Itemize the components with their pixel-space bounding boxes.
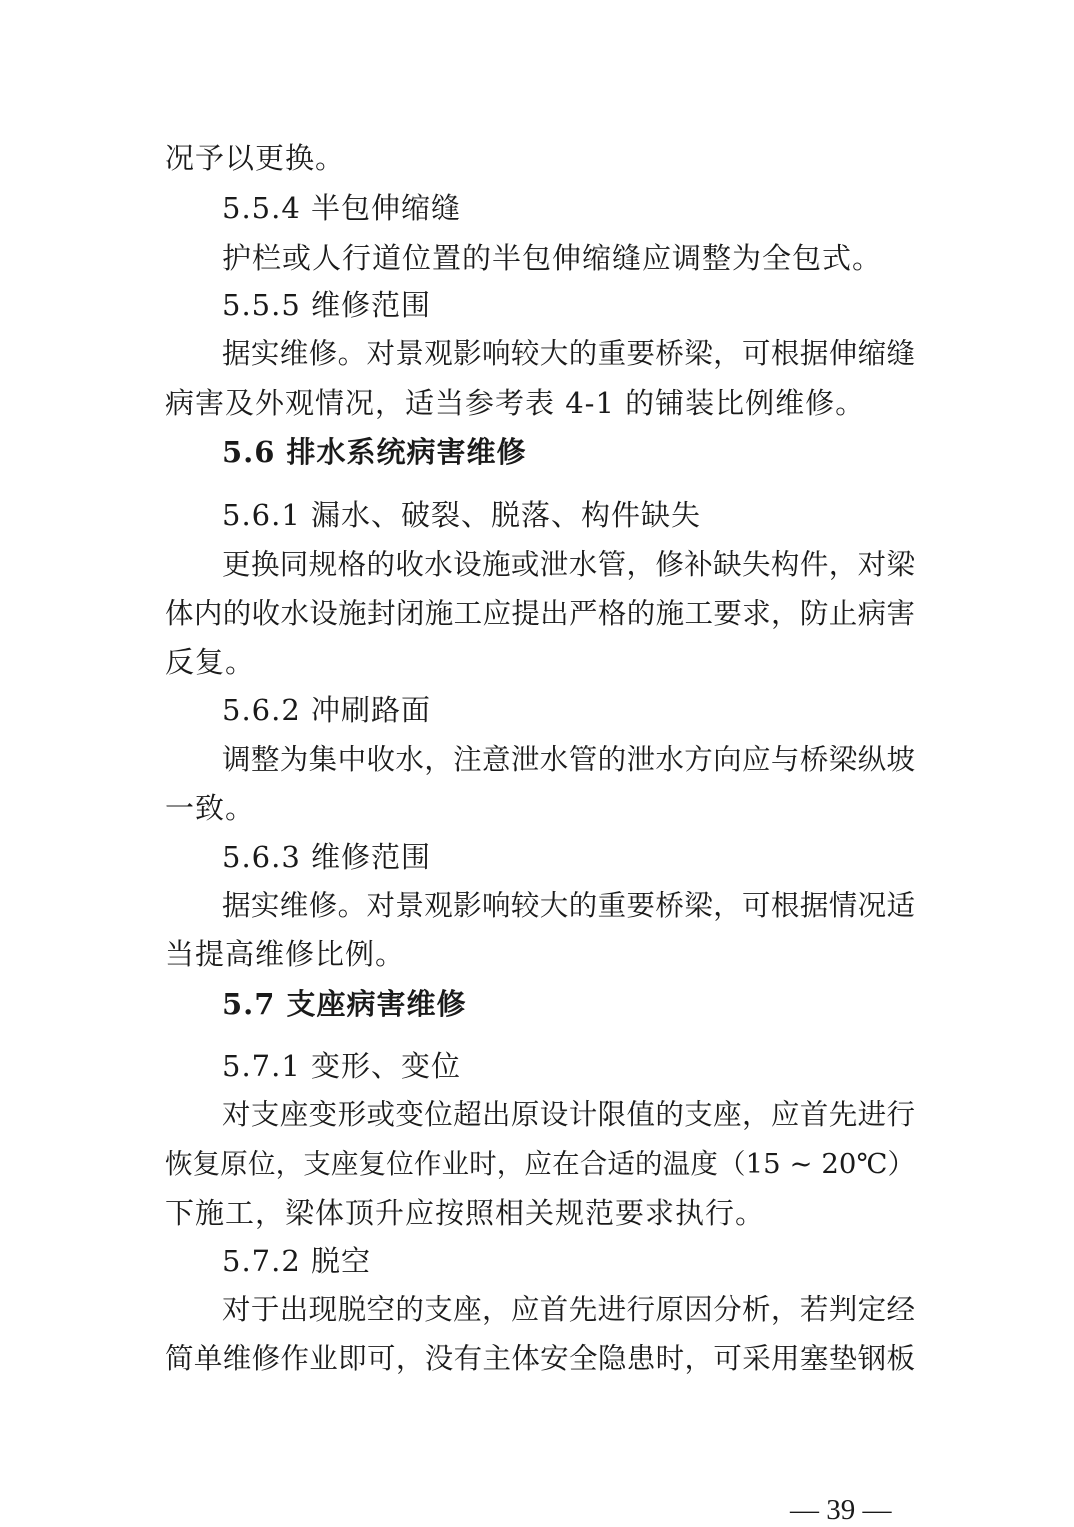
body-text: 更换同规格的收水设施或泄水管，修补缺失构件，对梁 — [222, 548, 915, 581]
body-text: 据实维修。对景观影响较大的重要桥梁，可根据情况适 — [222, 889, 915, 922]
body-text: 一致。 — [165, 791, 256, 825]
body-text: 况予以更换。 — [165, 141, 346, 175]
body-text: 调整为集中收水，注意泄水管的泄水方向应与桥梁纵坡 — [222, 743, 915, 776]
section-heading: 5.7 支座病害维修 — [222, 987, 467, 1021]
body-text: 反复。 — [165, 645, 256, 679]
subsection-title: 5.6.1 漏水、破裂、脱落、构件缺失 — [222, 498, 702, 532]
subsection-title: 5.5.5 维修范围 — [222, 288, 432, 322]
subsection-title: 5.6.3 维修范围 — [222, 840, 432, 874]
body-text: 对于出现脱空的支座，应首先进行原因分析，若判定经 — [222, 1293, 915, 1326]
body-text: 当提高维修比例。 — [165, 937, 406, 971]
body-text: 护栏或人行道位置的半包伸缩缝应调整为全包式。 — [222, 241, 883, 275]
body-text: 简单维修作业即可，没有主体安全隐患时，可采用塞垫钢板 — [165, 1342, 915, 1375]
body-text: 对支座变形或变位超出原设计限值的支座，应首先进行 — [222, 1098, 915, 1131]
body-text: 下施工，梁体顶升应按照相关规范要求执行。 — [165, 1196, 766, 1230]
subsection-title: 5.7.2 脱空 — [222, 1244, 372, 1278]
subsection-title: 5.5.4 半包伸缩缝 — [222, 191, 462, 225]
body-text: 恢复原位，支座复位作业时，应在合适的温度（15 ~ 20℃） — [165, 1148, 915, 1180]
page-number: — 39 — — [790, 1494, 892, 1526]
subsection-title: 5.6.2 冲刷路面 — [222, 693, 432, 727]
body-text: 据实维修。对景观影响较大的重要桥梁，可根据伸缩缝 — [222, 337, 915, 370]
section-heading: 5.6 排水系统病害维修 — [222, 435, 527, 469]
body-text: 体内的收水设施封闭施工应提出严格的施工要求，防止病害 — [165, 597, 915, 630]
body-text: 病害及外观情况，适当参考表 4-1 的铺装比例维修。 — [165, 386, 866, 420]
subsection-title: 5.7.1 变形、变位 — [222, 1049, 462, 1083]
